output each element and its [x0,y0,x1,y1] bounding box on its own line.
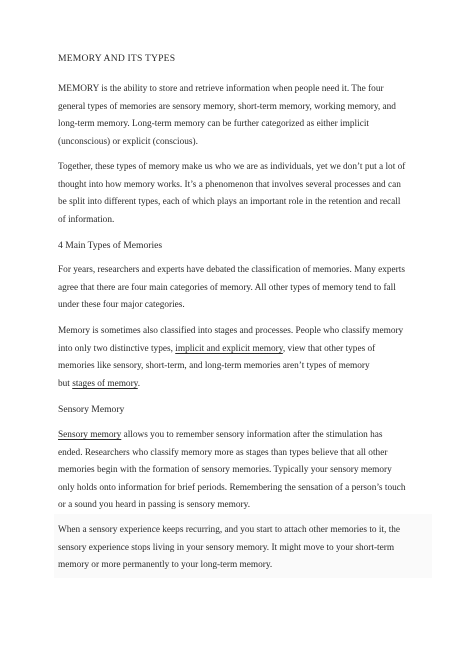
stages-line-4-prefix: but [58,378,73,389]
stages-of-memory-link[interactable]: stages of memory [72,378,138,389]
sensory-line-5: or a sound you heard in passing is sensory memory. [58,500,251,511]
intro-line-4: (unconscious) or explicit (conscious). [58,136,198,147]
sensory-line-1 [58,427,430,445]
together-paragraph [58,159,430,229]
together-line-1: Together, these types of memory make us who we are as individuals, yet we don’t put a lot of [58,162,406,172]
intro-paragraph [58,81,430,151]
intro-line-2: general types of memories are sensory memory, short-term memory, working memory, and [58,101,396,112]
intro-line-3: long-term memory. Long-term memory can be further categorized as either implicit [58,119,369,130]
together-line-2: thought into how memory works. It’s a phenomenon that involves several processes and can [58,179,401,190]
together-line-4: of information. [58,214,115,225]
sensory-paragraph [58,427,430,515]
document-title: MEMORY AND ITS TYPES [58,53,176,64]
recurring-line-2: sensory experience stops living in your sensory memory. It might move to your short-term [58,542,395,553]
sensory-line-4: only holds onto information for brief periods. Remembering the sensation of a person’s touch [58,482,406,493]
implicit-explicit-memory-link[interactable]: implicit and explicit memory [175,343,283,354]
for-years-paragraph [58,262,430,315]
together-line-3: be split into different types, each of which plays an important role in the retention and recall [58,197,401,208]
sensory-memory-link[interactable]: Sensory memory [58,430,122,440]
stages-line-2-prefix: into only two distinctive types, [58,343,176,354]
stages-paragraph [58,323,430,393]
for-years-line-1: For years, researchers and experts have debated the classification of memories. Many experts [58,265,405,275]
sensory-line-1-suffix: allows you to remember sensory information after the stimulation has [121,430,383,440]
stages-line-1: Memory is sometimes also classified into stages and processes. People who classify memory [58,326,404,336]
stages-line-2-suffix: , view that other types of [282,343,376,354]
sensory-line-3: memories begin with the formation of sensory memories. Typically your sensory memory [58,465,392,476]
recurring-line-3: memory or more permanently to your long-term memory. [58,560,273,571]
stages-line-4 [58,376,430,394]
sensory-line-2: ended. Researchers who classify memory more as stages than types believe that all other [58,447,388,458]
stages-line-4-suffix: . [137,378,141,389]
recurring-paragraph [58,522,430,575]
intro-line-1: MEMORY is the ability to store and retrieve information when people need it. The four [58,84,384,94]
stages-line-3: memories like sensory, short-term, and long-term memories aren’t types of memory [58,361,370,372]
heading-main-types: 4 Main Types of Memories [58,240,163,251]
stages-line-2 [58,341,430,359]
for-years-line-3: under these four major categories. [58,300,185,311]
heading-sensory-memory: Sensory Memory [58,404,125,415]
recurring-line-1: When a sensory experience keeps recurring, and you start to attach other memories to it, the [58,525,401,535]
for-years-line-2: agree that there are four main categories of memory. All other types of memory tend to fall [58,282,396,293]
